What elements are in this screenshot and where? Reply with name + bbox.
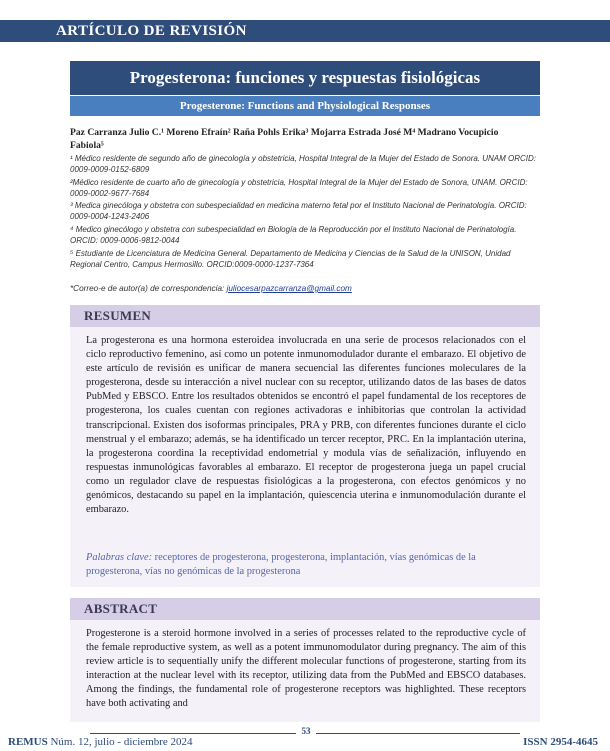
correspondence-label: *Correo-e de autor(a) de correspondencia: [70,284,227,293]
resumen-heading: RESUMEN [84,308,152,323]
authors [70,126,542,152]
keywords-list: receptores de progesterona, progesterona, implantación, vías genómicas de la progesterona, vías no genómicas de la progesterona [86,552,476,578]
authors-line-1: Paz Carranza Julio C.¹ Moreno Efraín² Raña Pohls Erika³ Mojarra Estrada José M⁴ Madrano Vocupicio [70,127,499,138]
section-band [0,20,610,42]
affiliation-4: ⁴ Medico ginecólogo y obstetra con subespecialidad en Biología de la Reproducción por el Instituto Nacional de Perinatología. ORCID: 0009-0006-9812-0044 [70,225,517,246]
affiliation-5: ⁵ Estudiante de Licenciatura de Medicina General. Departamento de Medicina y Ciencias de la Salud de la UNISON, Unidad Regional Centro, Campus Hermosillo. ORCID:0009-0000-1237-7364 [70,249,511,270]
article-title: Progesterona: funciones y respuestas fisiológicas [129,68,481,87]
affiliation-3: ³ Medica ginecóloga y obstetra con subespecialidad en medicina materno fetal por el Instituto Nacional de Perinatología. ORCID: 0009-0004-1243-2406 [70,201,527,222]
journal-name: REMUS [8,736,48,748]
footer-issn: ISSN 2954-4645 [523,736,598,748]
affiliation-2: ²Médico residente de cuarto año de ginecología y obstetricia, Hospital Integral de la Mujer del Estado de Sonora, UNAM. ORCID: 0009-0002-9677-7684 [70,178,528,199]
resumen-header [70,305,540,327]
resumen-text: La progesterona es una hormona esteroidea involucrada en una serie de procesos relacionados con el ciclo reproductivo femenino, así como un potente inmunomodulador durante el embarazo. El objetivo de este artículo de revisión es unificar de manera secuencial las diferentes funciones moleculares de la progesterona, desde su interacción a nivel nuclear con su receptor, utilizando datos de las bases de datos PubMed y EBSCO. Entre los resultados obtenidos se encontró el papel fundamental de los receptores de progesterona, los cuales cuentan con regiones activadoras e inhibitorias que controlan la actividad transcripcional. Existen dos isoformas principales, PRA y PRB, con diferentes funciones durante el ciclo menstrual y el embarazo; además, se ha identificado un tercer receptor, PRC. En la implantación uterina, la progesterona coordina la receptividad endometrial y modula vías de señalización, influyendo en respuestas inmunológicas favorables al embarazo. El receptor de progesterona juega un papel crucial como un regulador clave de respuestas fisiológicas a la progesterona, con efectos genómicos y no genómicos, destacando su papel en la implantación, quiescencia uterina e inmunomodulación durante el embarazo. [86,335,526,516]
keywords-label: Palabras clave: [86,552,153,563]
journal-issue: Núm. 12, julio - diciembre 2024 [47,736,193,748]
abstract-header [70,598,540,620]
affiliation-1: ¹ Médico residente de segundo año de ginecología y obstetricia, Hospital Integral de la Mujer del Estado de Sonora. UNAM ORCID: 0009-0009-0152-6809 [70,154,537,175]
article-subtitle: Progesterone: Functions and Physiological Responses [179,100,431,112]
page-number: 53 [296,726,316,736]
section-label: ARTÍCULO DE REVISIÓN [56,23,247,39]
correspondence-email-link[interactable]: juliocesarpazcarranza@gmail.com [226,284,352,293]
title-box [70,61,540,95]
authors-line-2: Fabiola⁵ [70,140,104,151]
footer-journal [8,736,193,748]
keywords [86,551,526,579]
abstract-text: Progesterone is a steroid hormone involved in a series of processes related to the reproductive cycle of the female reproductive system, as well as a potent immunomodulator during pregnancy. The aim of this review article is to sequentially unify the different molecular functions of progesterone, starting from its interaction at the nuclear level with its receptor, utilizing data from the PubMed and EBSCO databases. Among the findings, the fundamental role of progesterone receptors was highlighted. These receptors have both activating and [86,628,526,710]
abstract-heading: ABSTRACT [84,601,158,616]
correspondence [70,284,542,293]
subtitle-box [70,96,540,116]
